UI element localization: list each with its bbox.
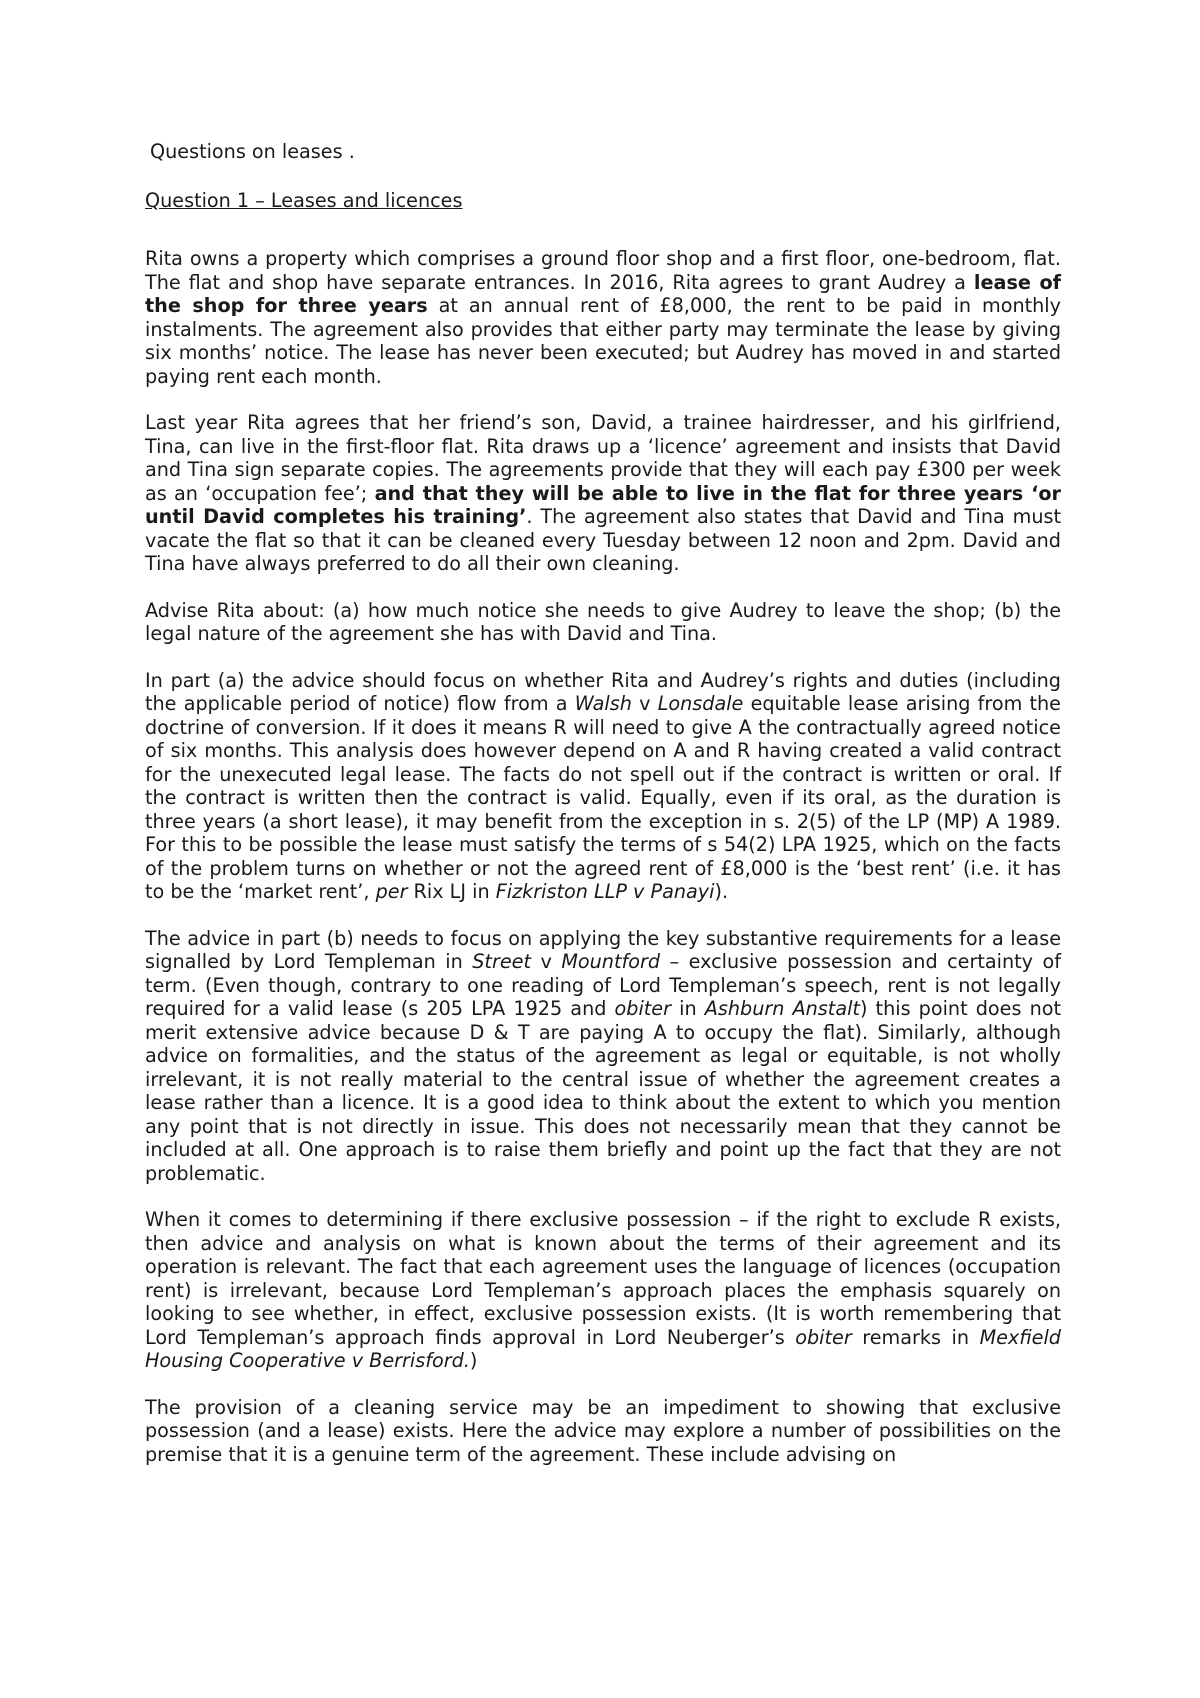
italic-text: per [375,880,408,903]
body-paragraph [145,1396,1061,1467]
paragraph-text: . The agreement also states that David and Tina must vacate the flat so that it can be cleaned every Tuesday between 12 noon and 2pm. David and Tina have always preferred to do all their own cleaning. [145,505,1061,575]
paragraph-text: The provision of a cleaning service may be an impediment to showing that exclusive possession (and a lease) exists. Here the advice may explore a number of possibilities on the premise that it is a genuine term of the agreement. These include advising on [145,1395,1061,1466]
italic-text: Street [472,950,531,973]
paragraph-text: The advice in part (b) needs to focus on applying the key substantive requirements for a lease signalled by Lord Templeman in [145,926,1061,973]
paragraph-text: Rita owns a property which comprises a ground floor shop and a first floor, one-bedroom, flat. The flat and shop have separate entrances. In 2016, Rita agrees to grant Audrey a [145,247,1061,294]
italic-text: obiter [795,1325,852,1349]
paragraph-text: ) [469,1349,478,1372]
paragraph-text: When it comes to determining if there exclusive possession – if the right to exclude R exists, then advice and analysis on what is known about the terms of their agreement and its operation is relevant. The fact that each agreement uses the language of licences (occupation rent) is irrelevant, because Lord Templeman’s approach places the emphasis squarely on looking to see whether, in effect, exclusive possession exists. (It is worth remembering that Lord Templeman’s approach finds approval in Lord Neuberger’s [145,1208,1061,1349]
paragraph-text: ) this point does not merit extensive advice because D & T are paying A to occupy the flat). Similarly, although advice on formalities, and the status of the agreement as legal or equitable, is not wholly irrelevant, it is not really material to the central issue of whether the agreement creates a lease rather than a licence. It is a good idea to think about the extent to which you mention any point that is not directly in issue. This does not necessarily mean that they cannot be included at all. One approach is to raise them briefly and point up the fact that they are not problematic. [145,997,1061,1185]
paragraph-text: – exclusive possession and certainty of term. (Even though, contrary to one reading of Lord Templeman’s speech, rent is not legally required for a valid lease (s 205 LPA 1925 and [145,950,1061,1020]
paragraph-text: ). [714,880,729,903]
body-paragraph [145,927,1061,1186]
body-paragraph [145,1208,1061,1373]
paragraph-list [145,247,1061,1466]
body-paragraph [145,247,1061,388]
body-paragraph [145,411,1061,576]
italic-text: Walsh [574,692,632,715]
paragraph-text: equitable lease arising from the doctrine of conversion. If it does it means R will need to give A the contractually agreed notice of six months. This analysis does however depend on A and R having created a valid contract for the unexecuted legal lease. The facts do not spell out if the contract is written or oral. If the contract is written then the contract is valid. Equally, even if its oral, as the duration is three years (a short lease), it may benefit from the exception in s. 2(5) of the LP (MP) A 1989. For this to be possible the lease must satisfy the terms of s 54(2) LPA 1925, which on the facts of the problem turns on whether or not the agreed rent of £8,000 is the ‘best rent’ (i.e. it has to be the ‘market rent’, [145,692,1061,903]
paragraph-text: in [671,997,705,1020]
italic-text: Ashburn Anstalt [704,997,860,1020]
document-title: Questions on leases . [150,140,355,163]
bold-text: and that they will be able to live in the flat for three years ‘or until David completes his training’ [145,481,1061,528]
italic-text: obiter [614,997,671,1020]
body-paragraph [145,669,1061,904]
body-paragraph [145,599,1061,646]
italic-text: Fizkriston LLP v Panayi [495,880,715,903]
italic-text: Mexfield Housing Cooperative v Berrisford. [145,1325,1061,1372]
paragraph-text: In part (a) the advice should focus on whether Rita and Audrey’s rights and duties (including the applicable period of notice) flow from a [145,668,1061,715]
paragraph-text: Last year Rita agrees that her friend’s son, David, a trainee hairdresser, and his girlfriend, Tina, can live in the first-floor flat. Rita draws up a ‘licence’ agreement and insists that David and Tina sign separate copies. The agreements provide that they will each pay £300 per week as an ‘occupation fee’; [145,411,1061,505]
italic-text: Mountford [561,950,661,973]
question-heading: Question 1 – Leases and licences [145,188,463,212]
italic-text: Lonsdale [657,692,744,715]
paragraph-text: v [530,950,562,973]
paragraph-text: at an annual rent of £8,000, the rent to be paid in monthly instalments. The agreement also provides that either party may terminate the lease by giving six months’ notice. The lease has never been executed; but Audrey has moved in and started paying rent each month. [145,294,1061,388]
document-body [145,140,1061,1466]
paragraph-text: Advise Rita about: (a) how much notice she needs to give Audrey to leave the shop; (b) the legal nature of the agreement she has with David and Tina. [145,598,1061,645]
paragraph-text: v [631,692,658,715]
bold-text: lease of the shop for three years [145,270,1061,317]
paragraph-text: Rix LJ in [407,880,496,903]
paragraph-text: remarks in [851,1325,980,1349]
